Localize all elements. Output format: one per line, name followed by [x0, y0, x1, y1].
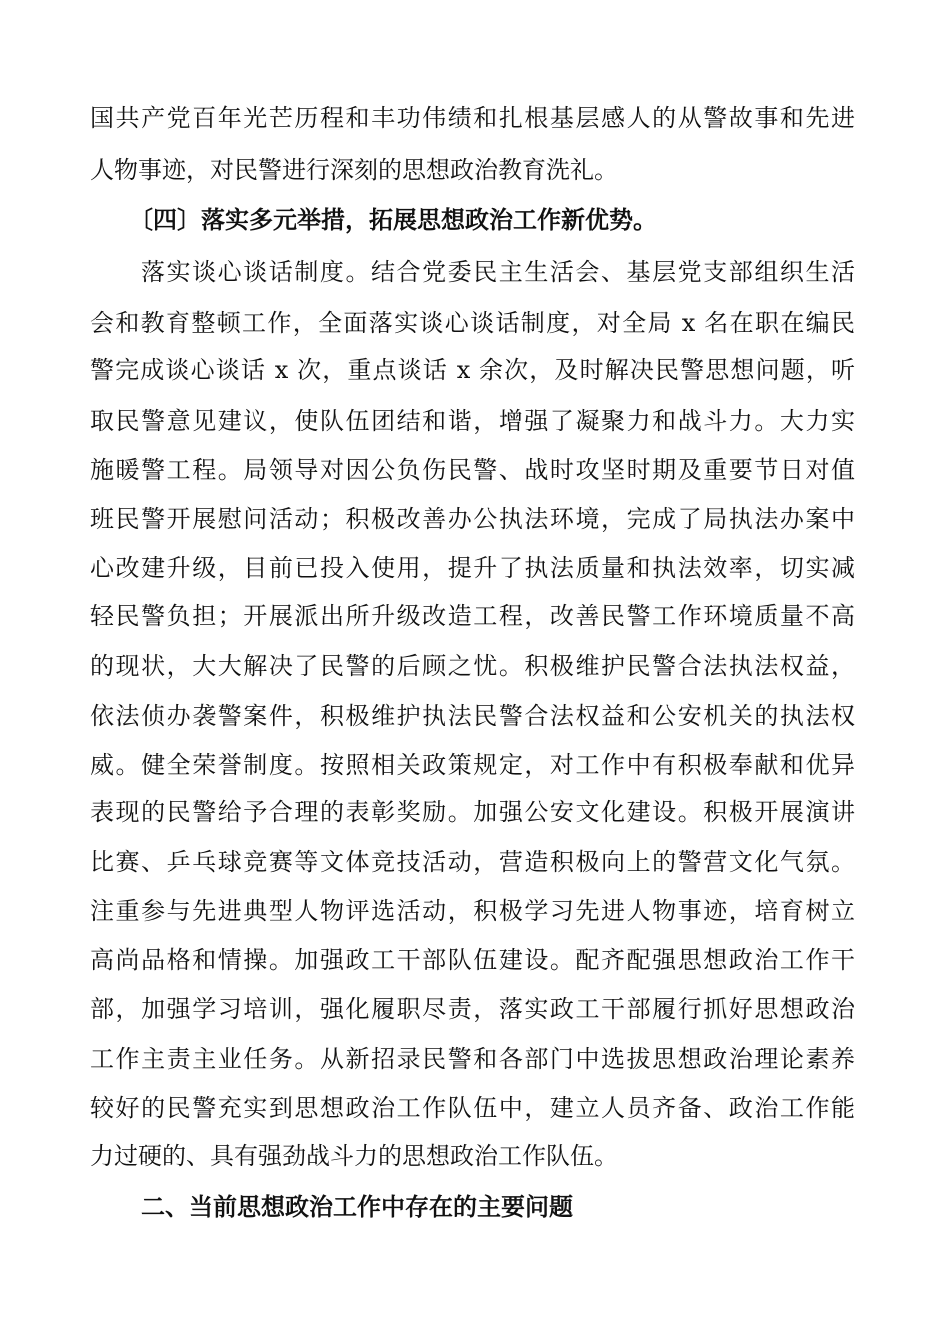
paragraph-line: 力过硬的、具有强劲战斗力的思想政治工作队伍。 [90, 1142, 618, 1170]
paragraph-line: 轻民警负担；开展派出所升级改造工程，改善民警工作环境质量不高 [90, 602, 855, 630]
paragraph-line: 会和教育整顿工作，全面落实谈心谈话制度，对全局 x 名在职在编民 [90, 309, 855, 337]
paragraph-line: 心改建升级，目前已投入使用，提升了执法质量和执法效率，切实减 [90, 554, 855, 582]
section-heading: 二、当前思想政治工作中存在的主要问题 [141, 1193, 573, 1221]
paragraph-line: 人物事迹，对民警进行深刻的思想政治教育洗礼。 [90, 156, 618, 184]
paragraph-line: 表现的民警给予合理的表彰奖励。加强公安文化建设。积极开展演讲 [90, 798, 855, 826]
paragraph-line: 较好的民警充实到思想政治工作队伍中，建立人员齐备、政治工作能 [90, 1094, 855, 1122]
paragraph-line: 的现状，大大解决了民警的后顾之忧。积极维护民警合法执法权益， [90, 652, 855, 680]
paragraph-line: 国共产党百年光芒历程和丰功伟绩和扎根基层感人的从警故事和先进 [90, 104, 855, 132]
paragraph-line: 注重参与先进典型人物评选活动，积极学习先进人物事迹，培育树立 [90, 897, 855, 925]
paragraph-line: 威。健全荣誉制度。按照相关政策规定，对工作中有积极奉献和优异 [90, 751, 855, 779]
paragraph-line: 班民警开展慰问活动；积极改善办公执法环境，完成了局执法办案中 [90, 505, 855, 533]
paragraph-line: 落实谈心谈话制度。结合党委民主生活会、基层党支部组织生活 [141, 258, 855, 286]
paragraph-line: 警完成谈心谈话 x 次，重点谈话 x 余次，及时解决民警思想问题，听 [90, 356, 855, 384]
paragraph-line: 施暖警工程。局领导对因公负伤民警、战时攻坚时期及重要节日对值 [90, 456, 855, 484]
paragraph-line: 取民警意见建议，使队伍团结和谐，增强了凝聚力和战斗力。大力实 [90, 407, 855, 435]
paragraph-line: 依法侦办袭警案件，积极维护执法民警合法权益和公安机关的执法权 [90, 702, 855, 730]
paragraph-line: 部，加强学习培训，强化履职尽责，落实政工干部履行抓好思想政治 [90, 995, 855, 1023]
paragraph-line: 比赛、乒乓球竞赛等文体竞技活动，营造积极向上的警营文化气氛。 [90, 848, 855, 876]
paragraph-line: 高尚品格和情操。加强政工干部队伍建设。配齐配强思想政治工作干 [90, 946, 855, 974]
section-heading: 〔四〕落实多元举措，拓展思想政治工作新优势。 [129, 206, 657, 234]
paragraph-line: 工作主责主业任务。从新招录民警和各部门中选拔思想政治理论素养 [90, 1045, 855, 1073]
